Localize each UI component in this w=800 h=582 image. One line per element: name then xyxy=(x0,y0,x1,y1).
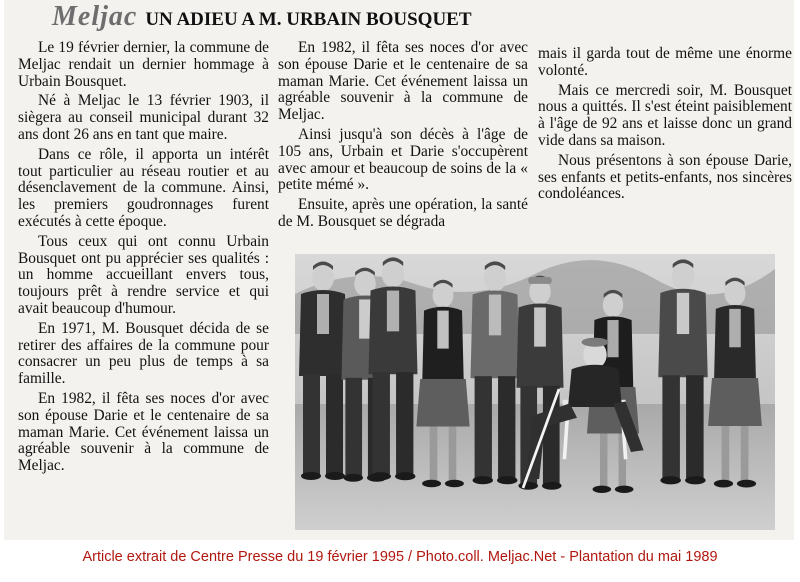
paragraph: En 1982, il fêta ses noces d'or avec son épouse Darie et le centenaire de sa maman Marie. Cet événement laissa un agréable souvenir à la commune de Meljac. xyxy=(278,39,528,124)
paragraph: Nous présentons à son épouse Darie, ses enfants et petits-enfants, nos sincères condoléances. xyxy=(538,151,792,203)
photo-caption: Article extrait de Centre Presse du 19 février 1995 / Photo.coll. Meljac.Net - Plantation du mai 1989 xyxy=(82,549,718,565)
paragraph: Né à Meljac le 13 février 1903, il siègera au conseil municipal durant 32 ans dont 26 ans en tant que maire. xyxy=(18,92,269,143)
paragraph: En 1971, M. Bousquet décida de se retirer des affaires de la commune pour consacrer un peu plus de temps à sa famille. xyxy=(18,319,269,388)
paragraph: Mais ce mercredi soir, M. Bousquet nous a quittés. Il s'est éteint paisiblement à l'âge de 92 ans et laisse donc un grand vide dans sa maison. xyxy=(538,81,792,149)
paragraph: Ainsi jusqu'à son décès à l'âge de 105 ans, Urbain et Darie s'occupèrent avec amour et beaucoup de soins de la « petite mémé ». xyxy=(278,125,528,194)
newspaper-clipping xyxy=(4,0,794,540)
paragraph: Le 19 février dernier, la commune de Meljac rendait un dernier hommage à Urbain Bousquet. xyxy=(18,39,269,90)
paragraph: Tous ceux qui ont connu Urbain Bousquet ont pu apprécier ses qualités : un homme accueillant envers tous, toujours prêt à rendre service et qui avait beaucoup d'humour. xyxy=(18,232,269,317)
group-photo-illustration xyxy=(295,254,775,530)
masthead xyxy=(52,1,472,31)
masthead-brand: Meljac xyxy=(52,1,138,32)
article-column-3 xyxy=(538,46,792,206)
paragraph: mais il garda tout de même une énorme volonté. xyxy=(538,45,792,79)
paragraph: Ensuite, après une opération, la santé de M. Bousquet se dégrada xyxy=(278,196,528,230)
paragraph: En 1982, il fêta ses noces d'or avec son épouse Darie et le centenaire de sa maman Marie. Cet événement laissa un agréable souvenir à la commune de Meljac. xyxy=(18,389,269,475)
group-photo xyxy=(295,254,775,530)
paragraph: Dans ce rôle, il apporta un intérêt tout particulier au réseau routier et au désenclavement de la commune. Ainsi, les premiers goudronnages furent exécutés à cette époque. xyxy=(18,145,269,230)
article-headline: UN ADIEU A M. URBAIN BOUSQUET xyxy=(145,9,472,30)
article-column-1 xyxy=(18,40,269,478)
article-column-2 xyxy=(278,40,528,234)
